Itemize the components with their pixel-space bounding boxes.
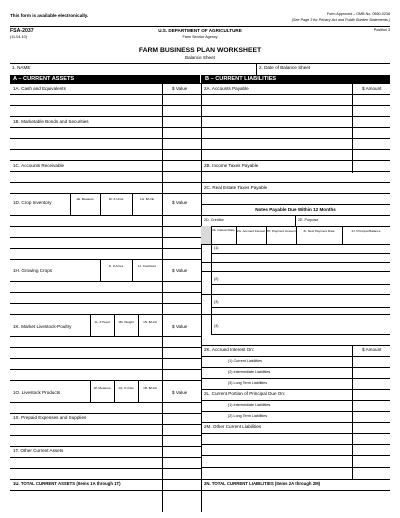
accounts-payable-label: 2A. Accounts Payable — [204, 86, 249, 91]
prepaid-label: 1S. Prepaid Expenses and Supplies — [13, 415, 87, 420]
position-label: Position 3 — [373, 28, 390, 32]
interest-rate-header: 2F. Interest Rate — [212, 228, 235, 232]
cash-label: 1A. Cash and Equivalents — [13, 86, 66, 91]
total-assets-field[interactable] — [162, 479, 201, 490]
agency: Farm Service Agency — [182, 35, 218, 39]
market-livestock-label: 1K. Market Livestock-Poultry — [13, 324, 72, 329]
portion-intermediate-label: (1) Intermediate Liabilities — [228, 403, 271, 407]
product-units-header: 1Q. # Units — [118, 386, 134, 390]
purpose-header: 2E. Purpose — [298, 218, 319, 222]
next-payment-header: 2I. Next Payment Date — [303, 229, 335, 233]
accrued-intermediate-label: (2) Intermediate Liabilities — [228, 370, 271, 374]
accrued-interest-header: 2G. Accrued Interest — [236, 229, 266, 233]
total-assets-label: 1U. TOTAL CURRENT ASSETS (Items 1A through 1T) — [13, 481, 121, 486]
note-row-4: (4) — [214, 324, 219, 328]
accrued-interest-label: 2K. Accrued Interest On: — [204, 347, 255, 352]
total-liabilities-label: 2N. TOTAL CURRENT LIABILITIES (Items 2A through 2M) — [204, 481, 321, 486]
crop-inventory-label: 1D. Crop Inventory — [13, 200, 52, 205]
product-measure-header: 1P. Measure — [93, 386, 111, 390]
receivable-label: 1C. Accounts Receivable — [13, 163, 65, 168]
product-value-header: $ Value — [172, 390, 188, 395]
other-assets-label: 1T. Other Current Assets — [13, 448, 64, 453]
real-estate-tax-label: 2C. Real Estate Taxes Payable — [204, 185, 268, 190]
market-per-unit-header: 1N. $/Unit — [143, 320, 157, 324]
growing-cost-header: 1J. Cost/Acre — [137, 264, 157, 268]
availability-note: This form is available electronically. — [10, 13, 89, 18]
form-number: FSA-2037 — [10, 28, 34, 34]
livestock-products-label: 1O. Livestock Products — [13, 390, 61, 395]
payable-amount-header: $ Amount — [362, 86, 382, 91]
approval-note: Form Approved – OMB No. 0560-0238 — [326, 12, 390, 16]
payment-amount-header: 2H. Payment Amount — [266, 229, 296, 233]
income-tax-label: 2B. Income Taxes Payable — [204, 163, 259, 168]
market-value-header: $ Value — [172, 324, 188, 329]
privacy-note: (See Page 3 for Privacy Act and Public Burden Statements.) — [291, 18, 390, 22]
current-assets-heading: A – CURRENT ASSETS — [10, 75, 200, 83]
portion-long-term-label: (2) Long Term Liabilities — [228, 414, 268, 418]
accrued-current-label: (1) Current Liabilities — [228, 359, 263, 363]
crop-per-unit-header: 1G. $/Unit — [140, 197, 154, 201]
current-liabilities-heading: B – CURRENT LIABILITIES — [202, 75, 390, 83]
market-head-header: 1L. # Head — [94, 320, 110, 324]
form-title: FARM BUSINESS PLAN WORKSHEET — [138, 47, 262, 54]
accrued-amount-column[interactable] — [352, 356, 390, 479]
other-liabilities-label: 2M. Other Current Liabilities — [204, 424, 262, 429]
note-row-3: (3) — [214, 300, 219, 304]
notes-payable-heading: Notes Payable Due Within 12 Months — [255, 207, 336, 212]
principal-balance-header: 2J. Principal Balance — [351, 229, 381, 233]
current-portion-label: 2L. Current Portion of Principal Due On: — [204, 391, 286, 396]
growing-value-header: $ Value — [172, 268, 188, 273]
accrued-long-term-label: (3) Long Term Liabilities — [228, 381, 268, 385]
market-weight-header: 1M. Weight — [118, 320, 134, 324]
note-row-1: (1) — [214, 246, 219, 250]
crop-value-header: $ Value — [172, 200, 188, 205]
form-subtitle: Balance Sheet — [185, 55, 215, 60]
growing-crops-label: 1H. Growing Crops — [13, 268, 53, 273]
cash-value-header: $ Value — [172, 86, 188, 91]
product-per-unit-header: 1R. $/Unit — [143, 386, 157, 390]
notes-payable-grid[interactable] — [211, 244, 390, 345]
crop-measure-header: 1E. Measure — [76, 197, 94, 201]
total-liabilities-field[interactable] — [352, 479, 390, 490]
department: U.S. DEPARTMENT OF AGRICULTURE — [158, 28, 242, 33]
balance-date-field[interactable] — [256, 63, 390, 75]
name-field[interactable] — [10, 63, 256, 75]
form-page — [10, 12, 390, 512]
growing-acres-header: 1I. # Acres — [108, 264, 124, 268]
crop-units-header: 1F. # Units — [108, 197, 124, 201]
liability-amount-column[interactable] — [352, 94, 390, 204]
name-field-label: 1. NAME — [12, 65, 31, 70]
bonds-label: 1B. Marketable Bonds and Securities — [13, 119, 89, 124]
creditor-header: 2D. Creditor — [204, 218, 224, 222]
balance-date-label: 2. Date of Balance Sheet — [259, 65, 311, 70]
form-date: (11-04-10) — [10, 35, 27, 39]
asset-value-column[interactable] — [162, 94, 201, 468]
accrued-amount-header: $ Amount — [362, 347, 382, 352]
note-row-2: (2) — [214, 277, 219, 281]
